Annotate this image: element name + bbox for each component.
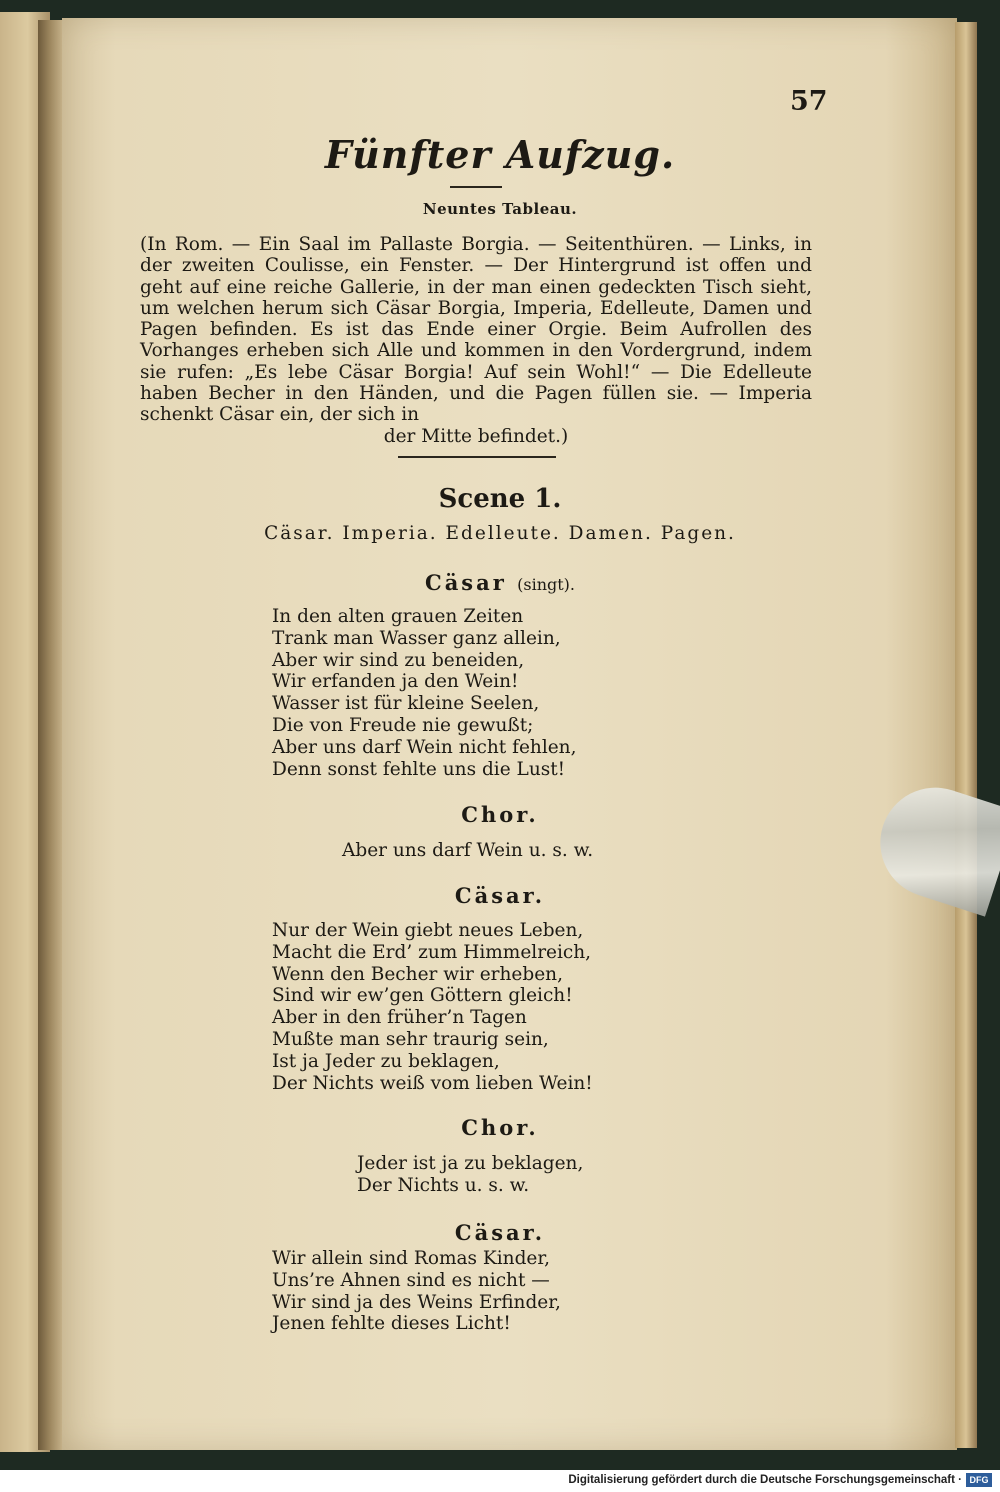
act-title: Fünfter Aufzug.	[324, 132, 676, 177]
funding-credit: Digitalisierung gefördert durch die Deutsche Forschungsgemeinschaft ·	[568, 1474, 962, 1486]
verse-line: Aber uns darf Wein nicht fehlen,	[272, 736, 577, 758]
verse-line: Trank man Wasser ganz allein,	[272, 627, 561, 649]
tableau-heading: Neuntes Tableau.	[422, 200, 578, 218]
speaker-name: Cäsar	[424, 570, 507, 595]
stage-direction	[140, 234, 812, 447]
verse-line: In den alten grauen Zeiten	[272, 606, 524, 627]
page-number: 57	[790, 86, 828, 117]
verse-line: Aber in den früher’n Tagen	[272, 1007, 527, 1029]
verse-block	[357, 1153, 583, 1197]
verse-line: Uns’re Ahnen sind es nicht —	[272, 1269, 550, 1291]
cast-list: Cäsar. Imperia. Edelleute. Damen. Pagen.	[264, 523, 736, 544]
verse-line: Jeder ist ja zu beklagen,	[357, 1153, 584, 1174]
verse-line: Mußte man sehr traurig sein,	[272, 1028, 549, 1050]
verse-line: Ist ja Jeder zu beklagen,	[272, 1050, 500, 1072]
verse-line: Der Nichts u. s. w.	[357, 1174, 530, 1196]
verse-line: Aber wir sind zu beneiden,	[272, 649, 525, 671]
verse-line: Denn sonst fehlte uns die Lust!	[272, 758, 566, 780]
verse-line: Wir sind ja des Weins Erfinder,	[272, 1291, 561, 1313]
verse-line: Nur der Wein giebt neues Leben,	[272, 920, 584, 941]
verse-line: Macht die Erd’ zum Himmelreich,	[272, 941, 592, 963]
section-rule	[398, 456, 556, 458]
verse-line: Die von Freude nie gewußt;	[272, 714, 534, 736]
verse-line: Aber uns darf Wein u. s. w.	[342, 840, 594, 861]
speaker-label: Chor.	[461, 1115, 539, 1140]
verse-line: Der Nichts weiß vom lieben Wein!	[272, 1072, 593, 1094]
verse-block	[272, 1248, 561, 1335]
verse-line: Wir allein sind Romas Kinder,	[272, 1248, 551, 1269]
speaker-label: Cäsar.	[454, 883, 546, 908]
verse-block	[272, 606, 576, 780]
verse-line: Wenn den Becher wir erheben,	[272, 963, 563, 985]
title-rule	[450, 186, 502, 188]
verse-line: Wir erfanden ja den Wein!	[272, 671, 519, 693]
verse-block	[272, 920, 593, 1094]
stage-cue: (singt).	[517, 575, 575, 594]
scene-title: Scene 1.	[438, 484, 562, 514]
verse-line: Wasser ist für kleine Seelen,	[272, 693, 540, 715]
footer-bar	[0, 1470, 1000, 1492]
verse-line: Jenen fehlte dieses Licht!	[272, 1313, 511, 1335]
stage-direction-body: (In Rom. — Ein Saal im Pallaste Borgia. — Seitenthüren. — Links, in der zweiten Coulisse, ein Fenster. — Der Hintergrund ist offen und geht auf eine reiche Gallerie, in der man einen gedeckten Tisch sieht, um welchen herum sich Cäsar Borgia, Imperia, Edelleute, Damen und Pagen befinden. Es ist das Ende einer Orgie. Beim Aufrollen des Vorhanges erheben sich Alle und kommen in den Vordergrund, indem sie rufen: „Es lebe Cäsar Borgia! Auf sein Wohl!“ — Die Edelleute haben Becher in den Händen, und die Pagen füllen sie. — Imperia schenkt Cäsar ein, der sich in	[140, 234, 812, 426]
verse-block	[342, 840, 593, 862]
verse-line: Sind wir ew’gen Göttern gleich!	[272, 985, 573, 1007]
speaker-label: Chor.	[461, 802, 539, 827]
dfg-logo: DFG	[966, 1473, 992, 1487]
stage-direction-end: der Mitte befindet.)	[383, 425, 569, 447]
speaker-label: Cäsar.	[454, 1220, 546, 1245]
speaker-label	[0, 570, 1000, 595]
